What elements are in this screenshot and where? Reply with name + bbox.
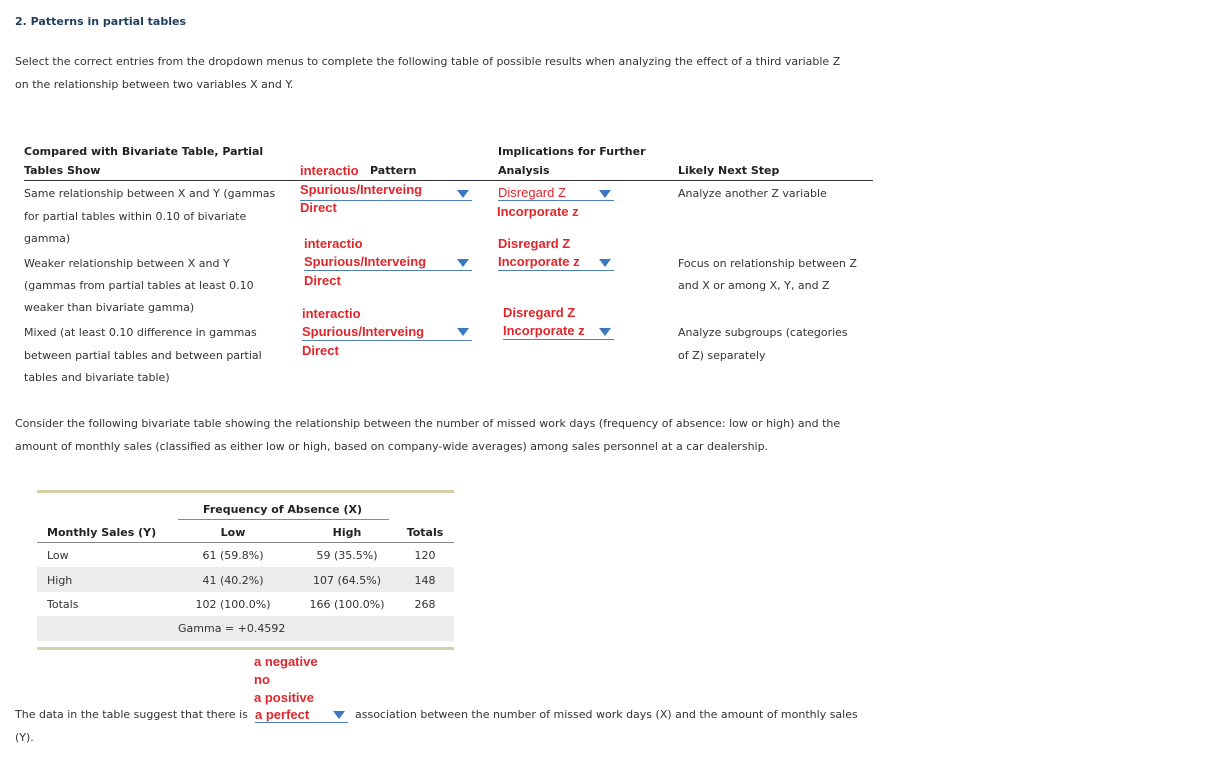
row2-desc-3: weaker than bivariate gamma) (24, 301, 195, 314)
col-header-compared: Compared with Bivariate Table, Partial (24, 145, 264, 158)
conclusion-line-2: (Y). (15, 731, 34, 744)
col-header-compared-2: Tables Show (24, 164, 101, 177)
row1-impl-dropdown[interactable] (498, 200, 614, 201)
header-bottom-rule (37, 542, 454, 543)
row2-next-step-2: and X or among X, Y, and Z (678, 279, 830, 292)
association-option-negative[interactable]: a negative (254, 654, 318, 669)
table-bottom-rule (37, 647, 454, 650)
row1-next-step: Analyze another Z variable (678, 187, 827, 200)
row3-impl-dropdown[interactable] (503, 339, 614, 340)
row1-desc-1: Same relationship between X and Y (gammas (24, 187, 276, 200)
cell-low-total: 120 (414, 549, 436, 562)
row1-impl-option-disregard[interactable]: Disregard Z (498, 185, 566, 200)
association-option-no[interactable]: no (254, 672, 270, 687)
cell-totals-total: 268 (414, 598, 436, 611)
cell-high-total: 148 (414, 574, 436, 587)
gamma-value: Gamma = +0.4592 (178, 622, 286, 635)
row3-impl-option-disregard[interactable]: Disregard Z (503, 305, 576, 320)
row3-pattern-chevron-down-icon[interactable] (457, 328, 469, 336)
row2-impl-option-disregard[interactable]: Disregard Z (498, 236, 571, 251)
row3-impl-option-incorporate[interactable]: Incorporate z (503, 323, 585, 338)
row1-pattern-chevron-down-icon[interactable] (457, 190, 469, 198)
conclusion-suffix: association between the number of missed work days (X) and the amount of monthly sales (355, 708, 858, 721)
row1-impl-chevron-down-icon[interactable] (599, 190, 611, 198)
intro-line-2: on the relationship between two variables X and Y. (15, 78, 294, 91)
row3-pattern-option-spurious[interactable]: Spurious/Interveing (302, 324, 425, 339)
row3-next-step-2: of Z) separately (678, 349, 766, 362)
association-chevron-down-icon[interactable] (333, 711, 345, 719)
row2-desc-2: (gammas from partial tables at least 0.10 (24, 279, 254, 292)
association-option-positive[interactable]: a positive (254, 690, 314, 705)
row1-desc-3: gamma) (24, 232, 71, 245)
row2-pattern-option-interaction[interactable]: interactio (304, 236, 363, 251)
row1-desc-2: for partial tables within 0.10 of bivariate (24, 210, 247, 223)
col-header-implications-2: Analysis (498, 164, 550, 177)
header-rule (24, 180, 873, 181)
row2-pattern-dropdown[interactable] (304, 270, 472, 271)
row2-impl-option-incorporate[interactable]: Incorporate z (498, 254, 580, 269)
row1-impl-option-incorporate[interactable]: Incorporate z (497, 204, 579, 219)
row2-desc-1: Weaker relationship between X and Y (24, 257, 230, 270)
super-header-rule (178, 519, 389, 520)
col-header-next-step: Likely Next Step (678, 164, 780, 177)
cell-low-low: 61 (59.8%) (202, 549, 264, 562)
col-header-low: Low (220, 526, 246, 539)
row3-pattern-option-direct[interactable]: Direct (302, 343, 339, 358)
row2-pattern-option-direct[interactable]: Direct (304, 273, 341, 288)
col-header-high: High (332, 526, 362, 539)
row-label-high: High (47, 574, 73, 587)
conclusion-prefix: The data in the table suggest that there is (15, 708, 248, 721)
row3-desc-3: tables and bivariate table) (24, 371, 170, 384)
row3-pattern-dropdown[interactable] (302, 340, 472, 341)
row1-pattern-option-direct[interactable]: Direct (300, 200, 337, 215)
super-header-absence: Frequency of Absence (X) (203, 503, 362, 516)
row3-desc-1: Mixed (at least 0.10 difference in gammas (24, 326, 257, 339)
row3-pattern-option-interaction[interactable]: interactio (302, 306, 361, 321)
consider-line-1: Consider the following bivariate table showing the relationship between the number of missed work days (frequency of absence: low or high) and the (15, 417, 841, 430)
row-label-totals: Totals (47, 598, 79, 611)
association-dropdown[interactable] (255, 722, 348, 723)
section-heading: 2. Patterns in partial tables (15, 15, 186, 28)
row3-desc-2: between partial tables and between partial (24, 349, 262, 362)
cell-high-high: 107 (64.5%) (312, 574, 382, 587)
row2-pattern-option-spurious[interactable]: Spurious/Interveing (304, 254, 427, 269)
row2-impl-chevron-down-icon[interactable] (599, 259, 611, 267)
association-option-perfect[interactable]: a perfect (255, 707, 310, 722)
row1-pattern-option-interaction[interactable]: interactio (300, 163, 359, 178)
cell-totals-high: 166 (100.0%) (309, 598, 385, 611)
row2-impl-dropdown[interactable] (498, 270, 614, 271)
col-header-pattern: Pattern (370, 164, 417, 177)
row2-pattern-chevron-down-icon[interactable] (457, 259, 469, 267)
row-label-low: Low (47, 549, 69, 562)
cell-high-low: 41 (40.2%) (202, 574, 264, 587)
row3-impl-chevron-down-icon[interactable] (599, 328, 611, 336)
table-top-rule (37, 490, 454, 493)
cell-totals-low: 102 (100.0%) (195, 598, 271, 611)
cell-low-high: 59 (35.5%) (316, 549, 378, 562)
col-header-totals: Totals (406, 526, 444, 539)
row1-pattern-option-spurious[interactable]: Spurious/Interveing (300, 182, 423, 197)
col-header-implications: Implications for Further (498, 145, 646, 158)
row3-next-step-1: Analyze subgroups (categories (678, 326, 848, 339)
consider-line-2: amount of monthly sales (classified as either low or high, based on company-wide averages) among sales personnel at a car dealership. (15, 440, 769, 453)
row2-next-step-1: Focus on relationship between Z (678, 257, 857, 270)
row-header-sales: Monthly Sales (Y) (47, 526, 157, 539)
intro-line-1: Select the correct entries from the dropdown menus to complete the following table of possible results when analyzing the effect of a third variable Z (15, 55, 841, 68)
